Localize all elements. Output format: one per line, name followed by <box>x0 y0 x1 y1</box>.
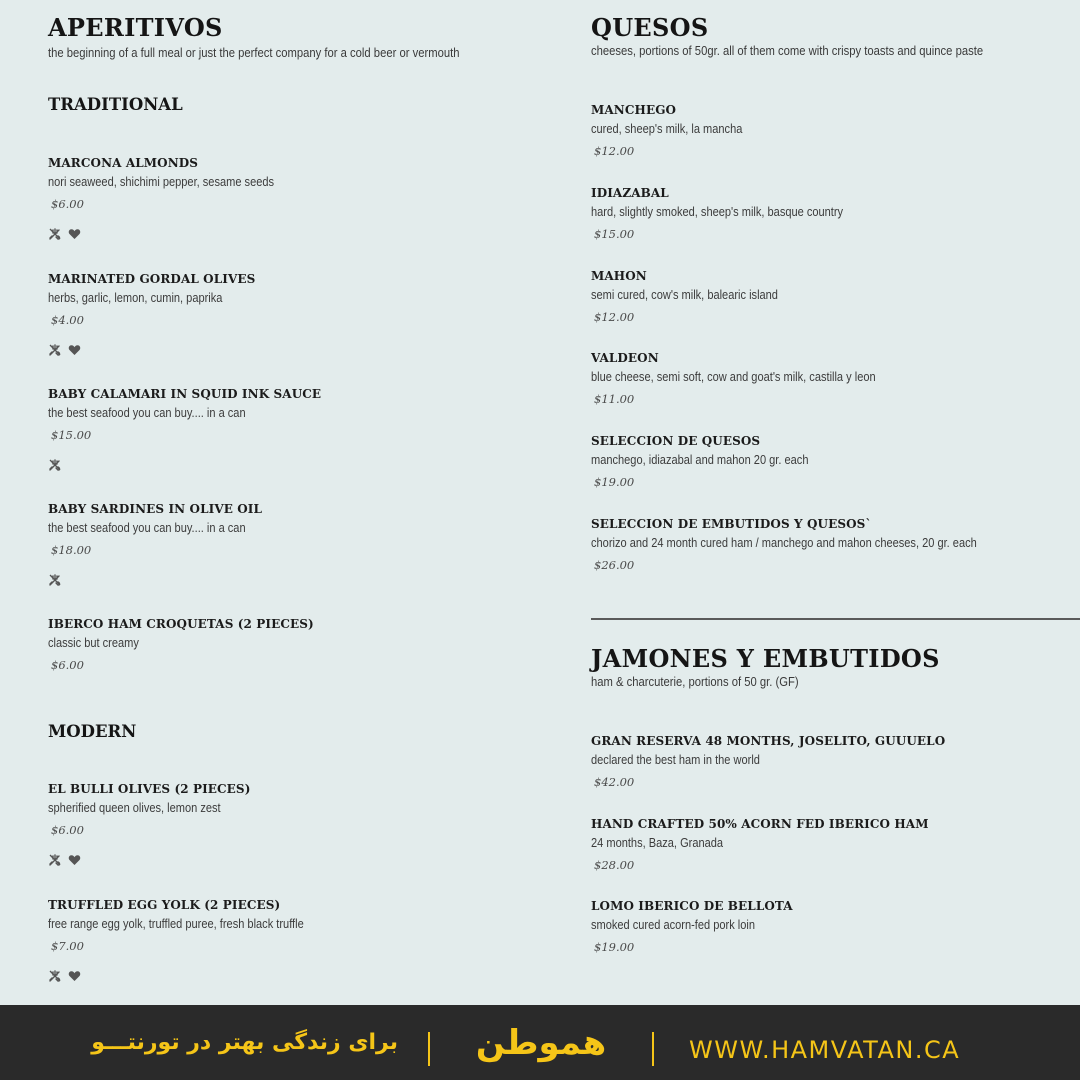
menu-item-name: MANCHEGO <box>591 103 677 117</box>
menu-item-price: $6.00 <box>51 823 84 837</box>
gluten-free-icon <box>48 227 62 241</box>
menu-item-price: $26.00 <box>594 558 635 572</box>
menu-item-name: IBERCO HAM CROQUETAS (2 PIECES) <box>48 617 314 631</box>
menu-item <box>591 898 1080 958</box>
menu-item-description: 24 months, Baza, Granada <box>591 835 724 850</box>
jamones-title: JAMONES Y EMBUTIDOS <box>591 644 940 673</box>
menu-item-name: MARINATED GORDAL OLIVES <box>48 272 256 286</box>
heart-icon <box>68 854 81 866</box>
dietary-icons <box>48 227 537 241</box>
menu-item <box>591 185 1080 245</box>
menu-item-description: smoked cured acorn-fed pork loin <box>591 917 755 932</box>
menu-item-price: $4.00 <box>51 313 84 327</box>
menu-item-name: SELECCION DE EMBUTIDOS Y QUESOS` <box>591 517 872 531</box>
menu-item <box>48 781 537 867</box>
menu-item <box>48 271 537 357</box>
menu-item-description: nori seaweed, shichimi pepper, sesame seeds <box>48 174 275 189</box>
menu-item <box>48 616 537 676</box>
menu-item-name: HAND CRAFTED 50% ACORN FED IBERICO HAM <box>591 817 929 831</box>
menu-item-name: BABY SARDINES IN OLIVE OIL <box>48 502 263 516</box>
menu-item-name: GRAN RESERVA 48 MONTHS, JOSELITO, GUUUELO <box>591 734 946 748</box>
menu-item <box>591 102 1080 162</box>
footer-separator <box>652 1032 654 1066</box>
menu-item-description: chorizo and 24 month cured ham / manchego and mahon cheeses, 20 gr. each <box>591 535 977 550</box>
menu-item <box>591 816 1080 876</box>
heart-icon <box>68 970 81 982</box>
footer-tagline: برای زندگی بهتر در تورنتـــو <box>91 1030 398 1055</box>
menu-item-price: $18.00 <box>51 543 92 557</box>
menu-item-description: manchego, idiazabal and mahon 20 gr. each <box>591 452 809 467</box>
dietary-icons <box>48 458 537 472</box>
quesos-subtitle: cheeses, portions of 50gr. all of them come with crispy toasts and quince paste <box>591 44 984 58</box>
menu-item-description: classic but creamy <box>48 635 139 650</box>
menu-item <box>591 516 1080 576</box>
dietary-icons <box>48 343 537 357</box>
menu-item-description: the best seafood you can buy.... in a can <box>48 520 246 535</box>
menu-item-name: TRUFFLED EGG YOLK (2 PIECES) <box>48 898 281 912</box>
menu-item <box>591 733 1080 793</box>
menu-item-description: spherified queen olives, lemon zest <box>48 800 221 815</box>
menu-item-name: IDIAZABAL <box>591 186 669 200</box>
menu-item-price: $11.00 <box>594 392 635 406</box>
section-divider <box>591 618 1080 620</box>
menu-item-name: EL BULLI OLIVES (2 PIECES) <box>48 782 251 796</box>
gluten-free-icon <box>48 458 62 472</box>
menu-item-name: BABY CALAMARI IN SQUID INK SAUCE <box>48 387 322 401</box>
hamvatan-logo: هموطن <box>475 1023 607 1063</box>
gluten-free-icon <box>48 853 62 867</box>
menu-item-description: blue cheese, semi soft, cow and goat's milk, castilla y leon <box>591 369 876 384</box>
gluten-free-icon <box>48 573 62 587</box>
gluten-free-icon <box>48 969 62 983</box>
menu-item-price: $6.00 <box>51 197 84 211</box>
menu-item <box>48 501 537 587</box>
menu-item-name: MARCONA ALMONDS <box>48 156 199 170</box>
menu-item-price: $28.00 <box>594 858 635 872</box>
footer-url-link[interactable]: WWW.HAMVATAN.CA <box>689 1036 961 1064</box>
menu-item-price: $12.00 <box>594 310 635 324</box>
menu-item-price: $6.00 <box>51 658 84 672</box>
menu-item <box>48 155 537 241</box>
traditional-heading: TRADITIONAL <box>48 95 183 114</box>
menu-item <box>591 433 1080 493</box>
menu-item <box>48 386 537 472</box>
heart-icon <box>68 344 81 356</box>
menu-item-price: $15.00 <box>594 227 635 241</box>
dietary-icons <box>48 853 537 867</box>
heart-icon <box>68 228 81 240</box>
modern-heading: MODERN <box>48 722 137 741</box>
menu-item-description: semi cured, cow's milk, balearic island <box>591 287 778 302</box>
menu-item-name: MAHON <box>591 269 647 283</box>
footer-banner <box>0 1005 1080 1080</box>
footer-separator <box>428 1032 430 1066</box>
jamones-subtitle: ham & charcuterie, portions of 50 gr. (GF) <box>591 675 799 689</box>
menu-item-price: $7.00 <box>51 939 84 953</box>
dietary-icons <box>48 573 537 587</box>
menu-item-description: cured, sheep's milk, la mancha <box>591 121 743 136</box>
menu-item <box>48 897 537 983</box>
menu-item-price: $19.00 <box>594 475 635 489</box>
dietary-icons <box>48 969 537 983</box>
gluten-free-icon <box>48 343 62 357</box>
menu-item-price: $15.00 <box>51 428 92 442</box>
menu-item-description: the best seafood you can buy.... in a can <box>48 405 246 420</box>
menu-item-price: $12.00 <box>594 144 635 158</box>
menu-item-price: $19.00 <box>594 940 635 954</box>
menu-item-description: hard, slightly smoked, sheep's milk, basque country <box>591 204 844 219</box>
menu-item-description: free range egg yolk, truffled puree, fresh black truffle <box>48 916 304 931</box>
aperitivos-subtitle: the beginning of a full meal or just the perfect company for a cold beer or vermouth <box>48 46 460 60</box>
menu-item <box>591 350 1080 410</box>
menu-item-name: VALDEON <box>591 351 659 365</box>
menu-item-name: SELECCION DE QUESOS <box>591 434 761 448</box>
menu-item-name: LOMO IBERICO DE BELLOTA <box>591 899 793 913</box>
menu-item-description: declared the best ham in the world <box>591 752 760 767</box>
menu-item-price: $42.00 <box>594 775 635 789</box>
menu-item <box>591 268 1080 328</box>
quesos-title: QUESOS <box>591 13 709 42</box>
menu-item-description: herbs, garlic, lemon, cumin, paprika <box>48 290 223 305</box>
aperitivos-title: APERITIVOS <box>48 13 223 42</box>
